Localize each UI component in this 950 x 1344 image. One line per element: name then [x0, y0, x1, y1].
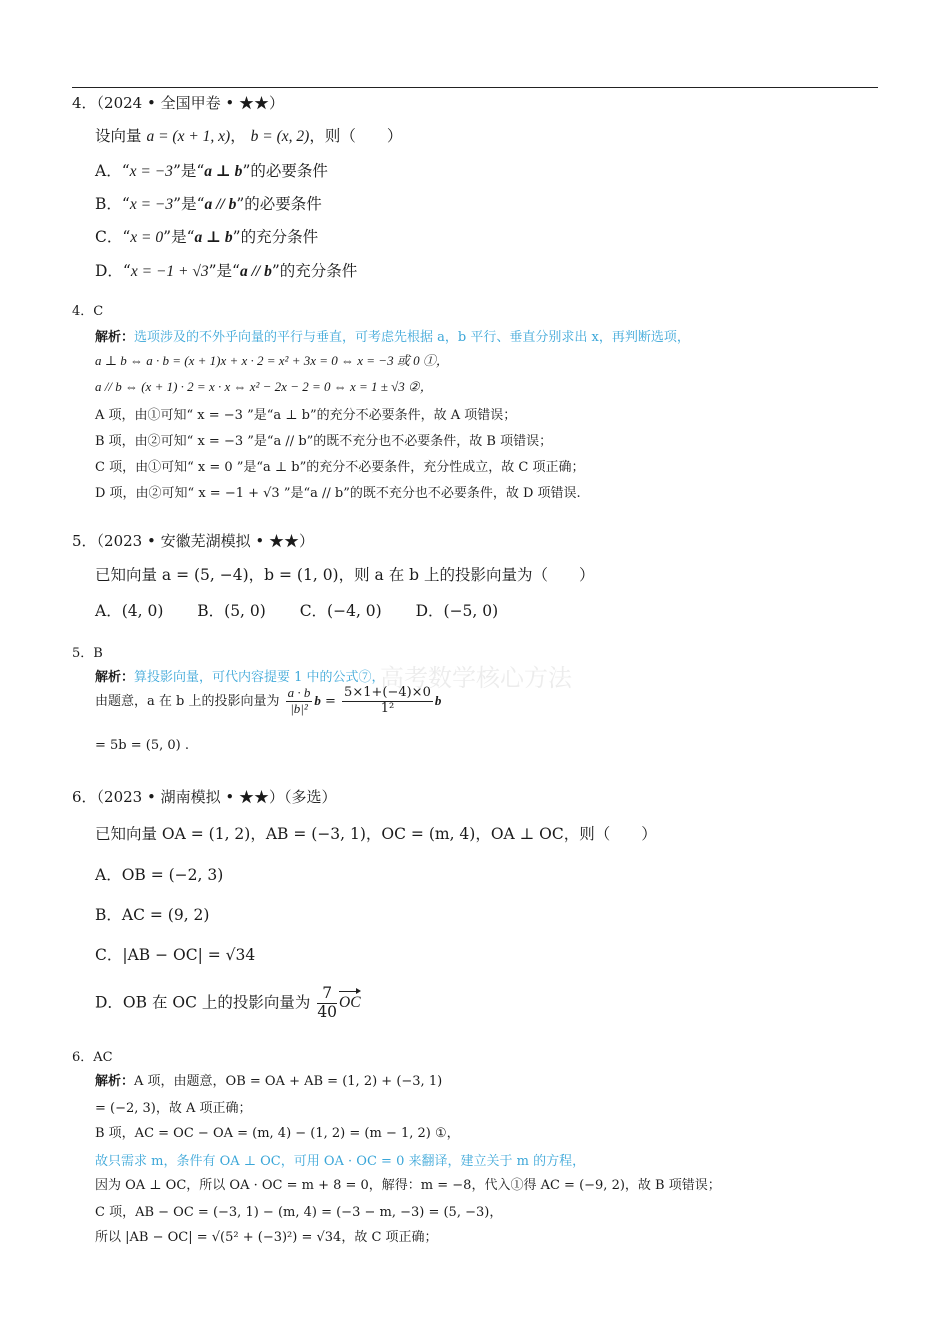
q5-options — [95, 599, 498, 621]
q6-option-d-den: 40 — [317, 1002, 338, 1021]
a6-line-1-text: A 项，由题意，OB = OA + AB = (1, 2) + (−3, 1) — [134, 1074, 443, 1089]
a5-frac2-num: 5×1+(−4)×0 — [344, 685, 431, 700]
a4-label: 解析： — [95, 330, 135, 345]
q6-option-d-suffix: OC — [339, 994, 361, 1012]
a5-frac1-num: a · b — [287, 685, 311, 700]
q4-option-a-expr: x = −3 — [129, 163, 173, 180]
q6-stem: 已知向量 OA = (1, 2)，AB = (−3, 1)，OC = (m, 4)，OA ⊥ OC，则（ ） — [95, 825, 657, 843]
q4-stem-tail: ，则（ ） — [309, 127, 403, 145]
q6-option-d-num: 7 — [317, 985, 337, 1004]
a6-hint: 故只需求 m，条件有 OA ⊥ OC，可用 OA · OC = 0 来翻译，建立关于 m 的方程， — [95, 1154, 586, 1169]
q4-header: 4．（2024 • 全国甲卷 • ★★） — [72, 94, 284, 112]
a5-line-2: = 5b = (5, 0) . — [95, 738, 189, 753]
top-rule — [72, 87, 878, 88]
a5-hint-line — [95, 666, 385, 685]
q4-option-d-label: D．“ — [95, 262, 131, 280]
a5-line-1-prefix: 由题意，a 在 b 上的投影向量为 — [95, 693, 280, 709]
q4-option-c — [95, 225, 318, 247]
q4-option-d-expr: x = −1 + √3 — [130, 263, 209, 280]
q4-option-b-expr: x = −3 — [129, 196, 174, 213]
a5-line-1-suffix: b — [434, 692, 442, 708]
q4-option-b-tail: ”的必要条件 — [236, 195, 322, 213]
a5-frac1-den: |b|² — [290, 700, 308, 716]
q4-option-c-expr: x = 0 — [130, 229, 164, 246]
q4-stem-prefix: 设向量 — [95, 127, 142, 145]
a4-line-6: D 项，由②可知“ x = −1 + √3 ”是“a // b”的既不充分也不必要条件，故 D 项错误. — [95, 486, 581, 501]
q4-option-a-rel: a ⊥ b — [204, 163, 243, 180]
a6-line-6: 所以 |AB − OC| = √(5² + (−3)²) = √34，故 C 项正确； — [95, 1230, 438, 1245]
q4-option-a-label: A．“ — [95, 162, 130, 180]
q6-option-a: A．OB = (−2, 3) — [95, 866, 224, 884]
q4-option-d — [95, 259, 357, 281]
q4-option-a-tail: ”的必要条件 — [242, 162, 328, 180]
q5-header: 5．（2023 • 安徽芜湖模拟 • ★★） — [72, 532, 314, 550]
watermark: 高考数学核心方法 — [380, 664, 572, 692]
a5-hint: 算投影向量，可代内容提要 1 中的公式⑦， — [134, 670, 385, 685]
a4-line-5: C 项，由①可知“ x = 0 ”是“a ⊥ b”的充分不必要条件，充分性成立，故 C 项正确； — [95, 460, 585, 475]
a5-label: 解析： — [95, 670, 135, 685]
a6-line-3: B 项，AC = OC − OA = (m, 4) − (1, 2) = (m − 1, 2) ①， — [95, 1126, 460, 1141]
q4-vec-a: a = (x + 1, x) — [146, 128, 231, 145]
a4-line-4: B 项，由②可知“ x = −3 ”是“a // b”的既不充分也不必要条件，故 B 项错误； — [95, 434, 553, 449]
q4-option-a-mid: ”是“ — [172, 162, 205, 180]
q4-option-b-mid: ”是“ — [173, 195, 205, 213]
q4-option-b-rel: a // b — [204, 196, 237, 213]
q4-sep: ， — [230, 127, 246, 145]
q5-option-c: C．(−4, 0) — [299, 602, 382, 620]
q4-option-d-mid: ”是“ — [208, 262, 240, 280]
q6-option-b: B．AC = (9, 2) — [95, 906, 210, 924]
q4-option-b — [95, 192, 322, 214]
q4-option-a — [95, 159, 328, 181]
a6-label: 解析： — [95, 1074, 135, 1089]
q4-vec-b: b = (x, 2) — [250, 128, 310, 145]
a4-header: 4．C — [72, 304, 104, 319]
a5-line-1: 由题意，a 在 b 上的投影向量为 $\frac{a \cdot b}{\text{|b|²}}$ b = $\frac{5\times 1+(-4)\times 0}{\text{1²}}$ b — [95, 685, 442, 716]
q5-option-b: B．(5, 0) — [197, 602, 266, 620]
q4-option-b-label: B．“ — [95, 195, 130, 213]
q4-option-c-tail: ”的充分条件 — [232, 228, 319, 246]
a4-hint-line — [95, 326, 690, 345]
a4-line-2: a // b ⇔ (x + 1) · 2 = x · x ⇔ x² − 2x − 2 = 0 ⇔ x = 1 ± √3 ②， — [95, 379, 433, 394]
a4-line-1: a ⊥ b ⇔ a · b = (x + 1)x + x · 2 = x² + 3x = 0 ⇔ x = −3 或 0 ①， — [95, 353, 449, 368]
a6-line-5: C 项，AB − OC = (−3, 1) − (m, 4) = (−3 − m, −3) = (5, −3)， — [95, 1205, 503, 1220]
a4-hint: 选项涉及的不外乎向量的平行与垂直，可考虑先根据 a，b 平行、垂直分别求出 x，再判断选项， — [134, 330, 690, 345]
a6-line-1 — [95, 1070, 442, 1089]
a6-line-2: = (−2, 3)，故 A 项正确； — [95, 1101, 252, 1116]
q5-stem: 已知向量 a = (5, −4)，b = (1, 0)，则 a 在 b 上的投影向量为（ ） — [95, 566, 595, 584]
q6-option-d-fraction — [317, 985, 337, 1022]
q4-option-d-tail: ”的充分条件 — [271, 262, 358, 280]
a6-header: 6．AC — [72, 1050, 113, 1065]
q5-option-d: D．(−5, 0) — [415, 602, 499, 620]
a6-line-4: 因为 OA ⊥ OC，所以 OA · OC = m + 8 = 0，解得：m = −8，代入①得 AC = (−9, 2)，故 B 项错误； — [95, 1178, 721, 1193]
q4-stem — [95, 124, 402, 146]
q4-option-d-rel: a // b — [239, 263, 272, 280]
a5-frac2-den: 1² — [380, 700, 395, 716]
q6-option-c: C．|AB − OC| = √34 — [95, 946, 256, 964]
q6-header: 6．（2023 • 湖南模拟 • ★★）（多选） — [72, 788, 337, 806]
q4-option-c-mid: ”是“ — [163, 228, 195, 246]
q6-option-d-prefix: D．OB 在 OC 上的投影向量为 — [95, 993, 311, 1012]
q4-option-c-label: C．“ — [95, 228, 131, 246]
q5-option-a: A．(4, 0) — [95, 602, 164, 620]
q4-option-c-rel: a ⊥ b — [194, 229, 233, 246]
a5-header: 5．B — [72, 646, 103, 661]
a4-line-3: A 项，由①可知“ x = −3 ”是“a ⊥ b”的充分不必要条件，故 A 项错误； — [95, 408, 517, 423]
q6-option-d — [95, 985, 361, 1022]
a5-fraction-1 — [286, 686, 313, 717]
